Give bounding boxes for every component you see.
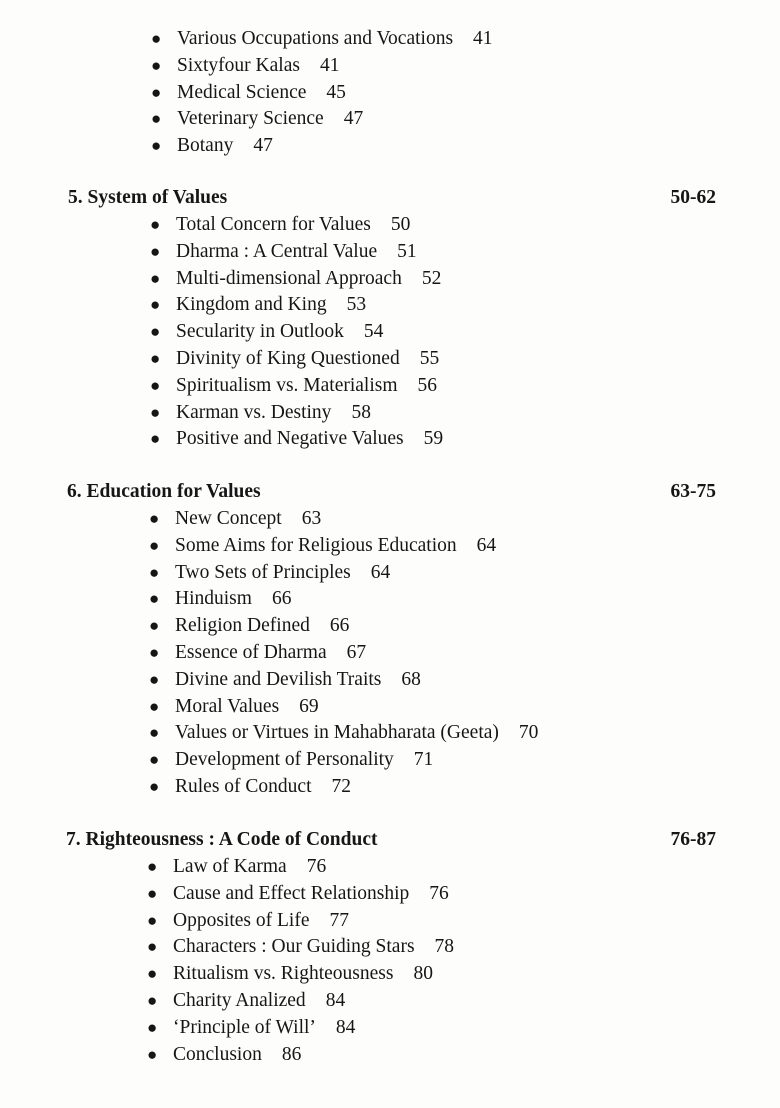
intro-list xyxy=(151,26,493,160)
chapter-page-range: 63-75 xyxy=(670,481,716,502)
list-item xyxy=(151,106,493,133)
item-text: Essence of Dharma xyxy=(175,641,327,663)
chapter-title: 6. Education for Values xyxy=(67,481,261,502)
bullet-icon: ● xyxy=(149,509,160,528)
item-page: 71 xyxy=(413,749,434,771)
list-item xyxy=(149,586,538,613)
bullet-icon: ● xyxy=(147,910,158,930)
item-page: 51 xyxy=(397,240,417,262)
item-text: Divine and Devilish Traits xyxy=(175,668,382,690)
item-page: 84 xyxy=(335,1016,356,1038)
bullet-icon: ● xyxy=(151,109,162,129)
item-text: Values or Virtues in Mahabharata (Geeta) xyxy=(175,722,499,744)
bullet-icon: ● xyxy=(150,295,161,315)
list-item xyxy=(150,373,443,400)
item-text: Positive and Negative Values xyxy=(176,428,404,450)
item-page: 86 xyxy=(281,1043,302,1065)
list-item xyxy=(150,292,443,319)
item-page: 64 xyxy=(476,534,497,556)
item-page: 72 xyxy=(331,775,351,797)
list-item xyxy=(150,426,444,453)
item-text: Various Occupations and Vocations xyxy=(177,28,454,49)
bullet-icon: ● xyxy=(150,268,161,288)
list-item xyxy=(149,667,538,694)
item-text: Multi-dimensional Approach xyxy=(176,267,402,289)
bullet-icon: ● xyxy=(151,55,162,75)
bullet-icon: ● xyxy=(150,241,161,261)
item-page: 69 xyxy=(299,695,319,717)
item-page: 68 xyxy=(401,668,421,690)
list-item xyxy=(151,80,493,107)
item-text: Spiritualism vs. Materialism xyxy=(176,374,398,396)
chapter-list xyxy=(147,854,455,1068)
item-page: 47 xyxy=(343,108,364,130)
item-text: Dharma : A Central Value xyxy=(176,240,378,262)
bullet-icon: ● xyxy=(147,964,158,984)
item-text: Total Concern for Values xyxy=(176,214,371,235)
item-page: 76 xyxy=(306,856,327,877)
bullet-icon: ● xyxy=(147,990,158,1010)
list-item xyxy=(147,908,454,935)
list-item xyxy=(149,506,538,533)
item-text: Karman vs. Destiny xyxy=(176,401,332,423)
chapter-page-range: 76-87 xyxy=(670,829,716,850)
item-page: 64 xyxy=(370,561,391,583)
bullet-icon: ● xyxy=(147,1017,158,1037)
bullet-icon: ● xyxy=(149,669,160,689)
bullet-icon: ● xyxy=(147,1044,158,1064)
list-item xyxy=(149,720,539,747)
item-text: Moral Values xyxy=(175,695,280,717)
bullet-icon: ● xyxy=(150,215,161,234)
list-item xyxy=(149,533,538,560)
item-page: 47 xyxy=(253,135,273,157)
list-item xyxy=(150,266,443,293)
list-item xyxy=(149,613,538,640)
list-item xyxy=(147,854,454,881)
list-item xyxy=(149,640,538,667)
bullet-icon: ● xyxy=(149,642,160,662)
item-page: 55 xyxy=(419,347,440,369)
list-item xyxy=(151,133,493,160)
item-text: Opposites of Life xyxy=(173,909,310,931)
item-page: 76 xyxy=(429,882,449,904)
bullet-icon: ● xyxy=(150,348,161,368)
item-page: 80 xyxy=(413,963,433,985)
item-page: 66 xyxy=(271,588,292,610)
list-item xyxy=(147,988,454,1015)
list-item xyxy=(149,694,538,721)
item-page: 53 xyxy=(346,294,367,316)
item-page: 59 xyxy=(423,428,444,450)
bullet-icon: ● xyxy=(149,696,160,716)
chapter-page-range: 50-62 xyxy=(670,187,716,208)
bullet-icon: ● xyxy=(150,375,161,395)
item-text: Law of Karma xyxy=(173,856,287,877)
item-page: 54 xyxy=(363,321,384,343)
bullet-icon: ● xyxy=(150,402,161,422)
bullet-icon: ● xyxy=(149,589,160,609)
chapter-title: 5. System of Values xyxy=(68,187,228,208)
chapter-heading xyxy=(0,184,780,212)
list-item xyxy=(147,934,455,961)
bullet-icon: ● xyxy=(149,723,160,743)
bullet-icon: ● xyxy=(151,29,162,48)
item-text: Cause and Effect Relationship xyxy=(173,882,410,904)
item-page: 58 xyxy=(351,401,371,423)
bullet-icon: ● xyxy=(147,857,158,876)
bullet-icon: ● xyxy=(149,616,160,636)
item-page: 50 xyxy=(390,214,411,235)
list-item xyxy=(150,400,443,427)
chapter-list xyxy=(150,212,444,453)
item-page: 84 xyxy=(325,989,346,1011)
list-item xyxy=(150,212,443,239)
item-text: Religion Defined xyxy=(175,615,310,637)
list-item xyxy=(147,1042,454,1069)
item-text: Characters : Our Guiding Stars xyxy=(173,936,415,958)
item-page: 67 xyxy=(346,641,367,663)
bullet-icon: ● xyxy=(150,429,161,449)
item-text: Development of Personality xyxy=(175,749,394,771)
item-text: New Concept xyxy=(175,508,282,529)
item-page: 63 xyxy=(301,508,322,529)
item-text: Medical Science xyxy=(177,81,307,103)
bullet-icon: ● xyxy=(149,535,160,555)
list-item xyxy=(151,26,493,53)
item-text: Two Sets of Principles xyxy=(175,561,351,583)
item-text: Botany xyxy=(177,135,234,157)
item-text: Kingdom and King xyxy=(176,294,327,316)
bullet-icon: ● xyxy=(149,776,160,796)
item-text: Ritualism vs. Righteousness xyxy=(173,963,394,985)
item-text: Hinduism xyxy=(175,588,252,610)
item-page: 77 xyxy=(329,909,349,931)
list-item xyxy=(151,53,493,80)
item-page: 52 xyxy=(421,267,442,289)
item-text: Charity Analized xyxy=(173,989,306,1011)
list-item xyxy=(147,881,454,908)
item-text: Rules of Conduct xyxy=(175,775,312,797)
bullet-icon: ● xyxy=(149,750,160,770)
bullet-icon: ● xyxy=(149,562,160,582)
item-text: Secularity in Outlook xyxy=(176,321,344,343)
list-item xyxy=(147,1015,454,1042)
item-page: 70 xyxy=(518,722,539,744)
bullet-icon: ● xyxy=(150,322,161,342)
list-item xyxy=(149,747,538,774)
list-item xyxy=(150,319,443,346)
chapter-title: 7. Righteousness : A Code of Conduct xyxy=(66,829,378,850)
bullet-icon: ● xyxy=(151,136,162,156)
item-text: Conclusion xyxy=(173,1043,262,1065)
chapter-heading xyxy=(0,826,780,854)
list-item xyxy=(149,774,538,801)
list-item xyxy=(147,961,454,988)
item-page: 41 xyxy=(473,28,493,49)
item-page: 66 xyxy=(329,615,350,637)
chapter-heading xyxy=(0,478,780,506)
list-item xyxy=(150,239,443,266)
bullet-icon: ● xyxy=(147,937,158,957)
item-text: Sixtyfour Kalas xyxy=(177,54,300,76)
item-page: 45 xyxy=(326,81,346,103)
item-page: 41 xyxy=(319,54,340,76)
bullet-icon: ● xyxy=(147,883,158,903)
item-page: 78 xyxy=(434,936,455,958)
list-item xyxy=(150,346,443,373)
list-item xyxy=(149,560,538,587)
item-text: Divinity of King Questioned xyxy=(176,347,400,369)
item-page: 56 xyxy=(417,374,438,396)
chapter-list xyxy=(149,506,539,801)
item-text: Some Aims for Religious Education xyxy=(175,534,457,556)
bullet-icon: ● xyxy=(151,82,162,102)
item-text: Veterinary Science xyxy=(177,108,324,130)
item-text: ‘Principle of Will’ xyxy=(173,1016,316,1038)
